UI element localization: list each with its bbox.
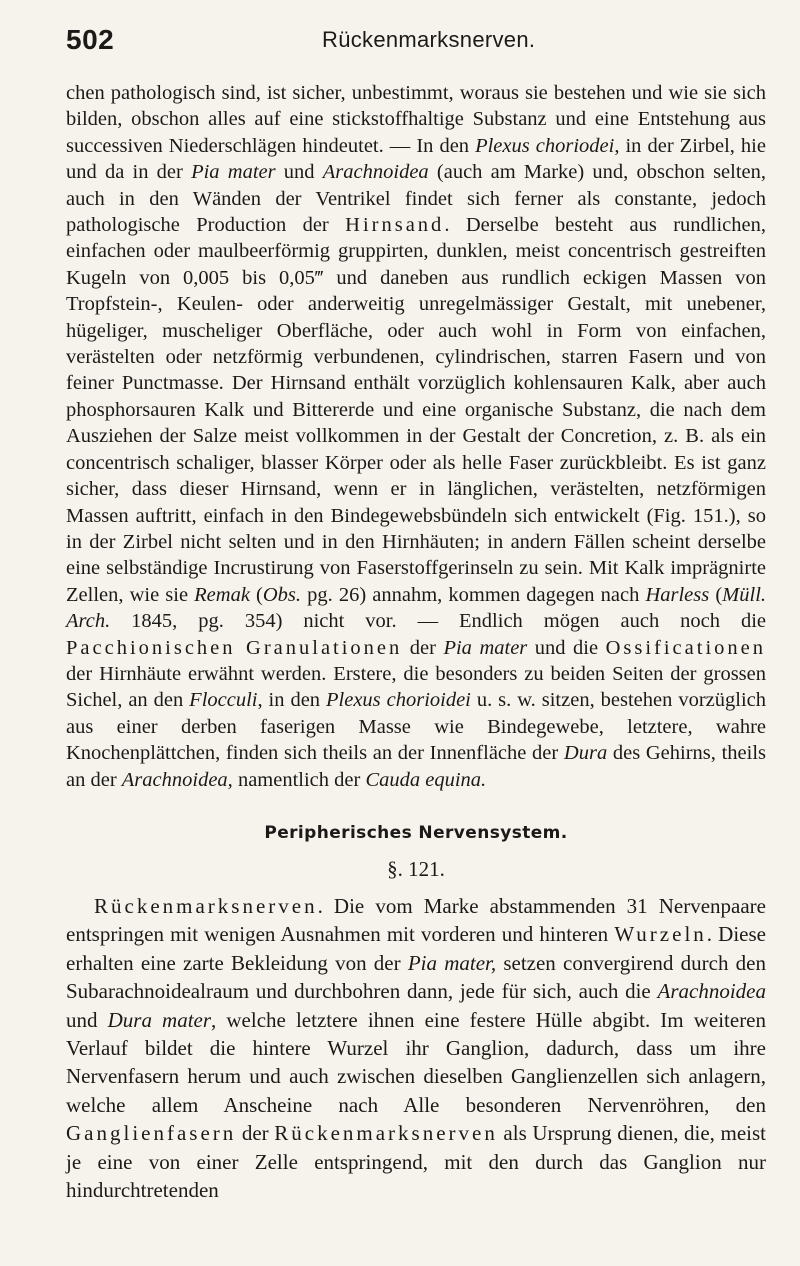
term-hirnsand: Hirnsand	[345, 214, 445, 237]
term-plexus-choriodei: Plexus choriodei	[475, 134, 615, 157]
paragraph-rueckenmarksnerven	[66, 892, 766, 1204]
text-run: setzen convergirend durch den Subarachnoidealraum und durchbohren dann, jede für sich, auch die	[66, 950, 766, 1004]
text-run: 1845, pg. 354) nicht vor. — Endlich mögen auch noch die	[110, 610, 766, 633]
author-harless: Harless	[645, 583, 710, 606]
text-run: , welche letztere ihnen eine festere Hülle abgibt. Im weiteren Verlauf bildet die hintere Wurzel ihr Ganglion, dadurch, dass um ihre Nervenfasern herum und auch zwischen dieselben Ganglienzellen sich anlagern, welche allem Anscheine nach Alle besonderen Nervenröhren, den	[66, 1007, 767, 1117]
author-remak: Remak	[194, 583, 250, 606]
term-dura: Dura	[563, 742, 608, 765]
term-pia-mater: Pia mater	[191, 161, 276, 184]
text-run: als Ursprung dienen, die, meist je eine von einer Zelle entspringend, mit den durch das Ganglion nur hindurchtretenden	[66, 1121, 766, 1203]
text-run: der	[236, 1121, 275, 1146]
text-run: . Diese erhalten eine zarte Bekleidung von der	[66, 922, 766, 975]
section-heading: Peripherisches Nervensystem.	[264, 822, 568, 843]
term-cauda-equina: Cauda equina.	[365, 768, 487, 791]
term-pia-mater: Pia mater	[443, 636, 528, 659]
ref-obs: Obs.	[262, 583, 302, 606]
text-run: pg. 26) annahm, kommen dagegen nach	[301, 583, 646, 606]
term-pia-mater: Pia mater,	[407, 950, 497, 975]
text-run: chen pathologisch sind, ist sicher, unbestimmt, woraus sie bestehen und wie sie sich bilden, obschon alles auf eine stickstoffhaltige Substanz und eine Entstehung aus successiven Niederschlägen hindeutet. — In den	[66, 82, 766, 157]
text-run: , in den	[257, 689, 327, 712]
paragraph-hirnsand	[66, 80, 766, 793]
term-rueckenmarksnerven: Rückenmarksnerven	[274, 1121, 498, 1146]
term-arachnoidea: Arachnoidea	[322, 161, 429, 184]
text-run: der	[402, 636, 444, 659]
ref-muell-arch: Müll. Arch.	[66, 583, 767, 633]
term-ganglienfasern: Ganglienfasern	[66, 1121, 237, 1146]
term-plexus-chorioidei: Plexus chorioidei	[326, 689, 471, 712]
page-header	[66, 24, 766, 60]
term-ossificationen: Ossificationen	[605, 636, 766, 659]
term-wurzeln: Wurzeln	[614, 922, 707, 947]
section-number: §. 121.	[387, 856, 445, 881]
text-run: und die	[527, 636, 606, 659]
term-dura-mater: Dura mater	[107, 1007, 212, 1032]
text-run: und	[275, 161, 323, 184]
text-run: . Derselbe besteht aus rundlichen, einfachen oder maulbeerförmig gruppirten, dunklen, meist concentrisch gestreiften Kugeln von 0,005 bis 0,05‴ und daneben aus rundlich eckigen Massen von Tropfstein-, Keulen- oder anderweitig unregelmässiger Gestalt, mit unebener, hügeliger, muscheliger Oberfläche, oder auch wohl in Form von einfachen, verästelten oder netzförmig verbundenen, cylindrischen, starren Fasern und von feiner Punctmasse. Der Hirnsand enthält vorzüglich kohlensauren Kalk, aber auch phosphorsauren Kalk und Bittererde und eine organische Substanz, die nach dem Ausziehen der Salze meist vollkommen in der Gestalt der Concretion, z. B. als ein concentrisch schaliger, blasser Körper oder als helle Faser zurückbleibt. Es ist ganz sicher, dass dieser Hirnsand, wenn er in länglichen, verästelten, netzförmigen Massen auftritt, einfach in den Bindegewebsbündeln sich entwickelt (Fig. 151.), so in der Zirbel nicht selten und in den Hirnhäuten; in andern Fällen scheint derselbe eine selbständige Incrustirung von Faserstoffgerinseln zu sein. Mit Kalk imprägnirte Zellen, wie sie	[66, 214, 766, 606]
term-rueckenmarksnerven: Rückenmarksnerven	[94, 893, 318, 918]
text-run: namentlich der	[232, 768, 366, 791]
text-run: (auch am Marke) und, obschon selten, auch in den Wänden der Ventrikel findet sich ferner als constante, jedoch pathologische Production der	[66, 161, 767, 237]
text-run: . Die vom Marke abstammenden 31 Nervenpaare entspringen mit wenigen Ausnahmen mit vorderen und hinteren	[66, 893, 766, 947]
term-flocculi: Flocculi	[189, 689, 258, 712]
page-number: 502	[66, 24, 115, 55]
text-run: , in der Zirbel, hie und da in der	[66, 134, 766, 184]
term-pacchionische-granulationen: Pacchionischen Granulationen	[66, 636, 403, 659]
term-arachnoidea: Arachnoidea,	[121, 768, 233, 791]
text-run: u. s. w. sitzen, bestehen vorzüglich aus einer derben faserigen Masse wie Bindegewebe, letztere, wahre Knochenplättchen, finden sich theils an der Innenfläche der	[66, 689, 766, 765]
text-run: (	[249, 583, 263, 606]
running-title: Rückenmarksnerven.	[322, 27, 536, 52]
text-run: und	[66, 1007, 108, 1032]
body-text	[66, 80, 766, 1204]
text-run: des Gehirns, theils an der	[66, 742, 766, 791]
term-arachnoidea: Arachnoidea	[657, 979, 766, 1004]
text-run: der Hirnhäute erwähnt werden. Erstere, die besonders zu beiden Seiten der grossen Sichel, an den	[66, 662, 766, 712]
text-run: (	[709, 583, 723, 606]
